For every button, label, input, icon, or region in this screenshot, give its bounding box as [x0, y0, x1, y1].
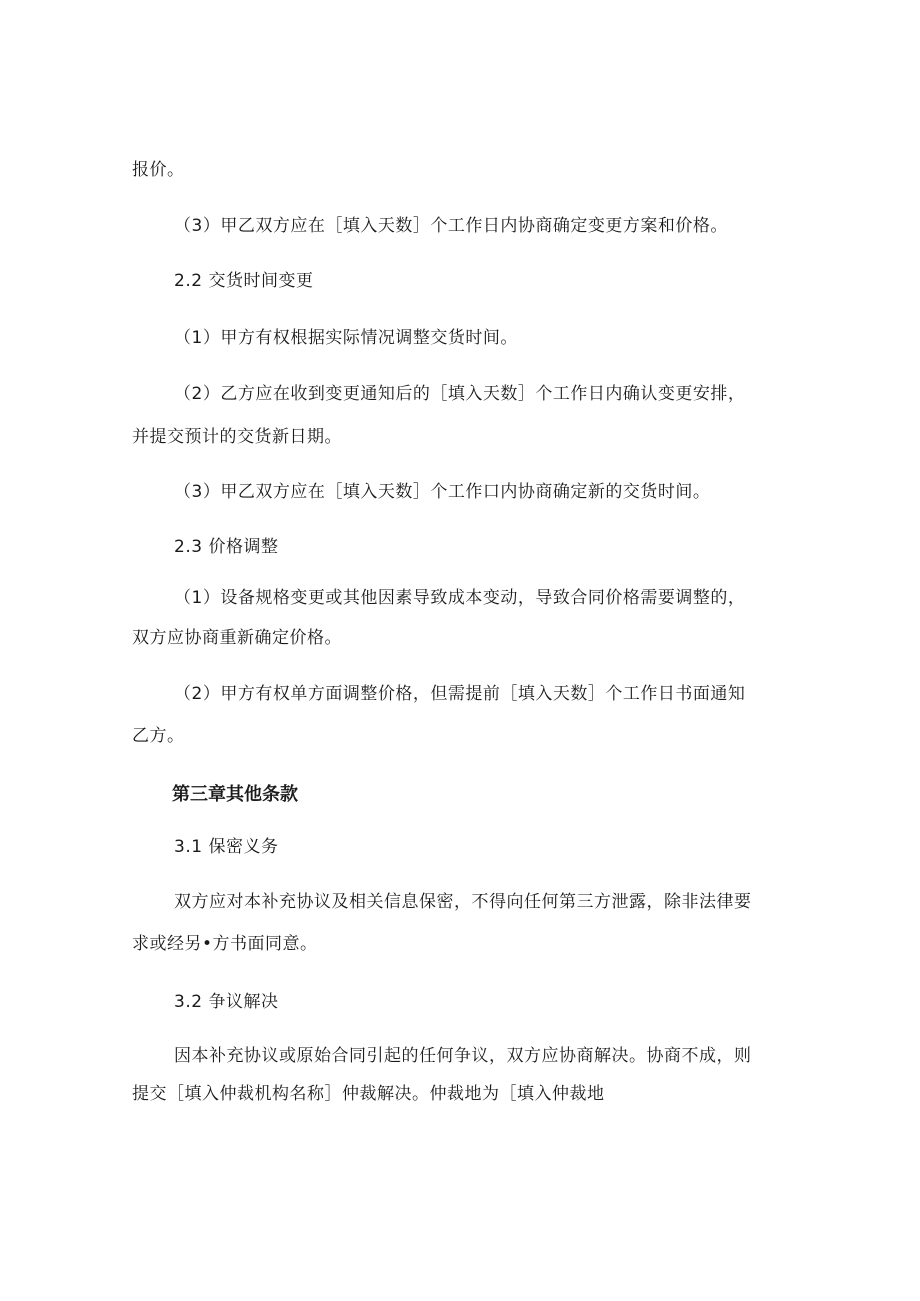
- paragraph-line: 并提交预计的交货新日期。: [132, 427, 342, 447]
- paragraph-line: （3）甲乙双方应在［填入天数］个工作日内协商确定变更方案和价格。: [174, 216, 728, 236]
- section-heading: 2.2 交货时间变更: [174, 271, 314, 291]
- paragraph-line: 双方应对本补充协议及相关信息保密，不得向任何第三方泄露，除非法律要: [174, 892, 752, 912]
- paragraph-line: 求或经另•方书面同意。: [132, 934, 318, 954]
- section-heading: 2.3 价格调整: [174, 537, 279, 557]
- paragraph-line: （3）甲乙双方应在［填入天数］个工作口内协商确定新的交货时间。: [174, 482, 711, 502]
- paragraph-line: 提交［填入仲裁机构名称］仲裁解决。仲裁地为［填入仲裁地: [132, 1084, 605, 1104]
- paragraph-line: 双方应协商重新确定价格。: [132, 628, 342, 648]
- paragraph-line: 因本补充协议或原始合同引起的任何争议，双方应协商解决。协商不成，则: [174, 1046, 752, 1066]
- paragraph-line: 报价。: [132, 160, 185, 180]
- paragraph-line: （2）乙方应在收到变更通知后的［填入天数］个工作日内确认变更安排，: [174, 384, 746, 404]
- paragraph-line: （1）设备规格变更或其他因素导致成本变动，导致合同价格需要调整的，: [174, 588, 746, 608]
- paragraph-line: （2）甲方有权单方面调整价格，但需提前［填入天数］个工作日书面通知: [174, 684, 746, 704]
- chapter-heading: 第三章其他条款: [172, 784, 298, 805]
- paragraph-line: 乙方。: [132, 726, 185, 746]
- section-heading: 3.1 保密义务: [174, 837, 279, 857]
- section-heading: 3.2 争议解决: [174, 992, 279, 1012]
- paragraph-line: （1）甲方有权根据实际情况调整交货时间。: [174, 328, 518, 348]
